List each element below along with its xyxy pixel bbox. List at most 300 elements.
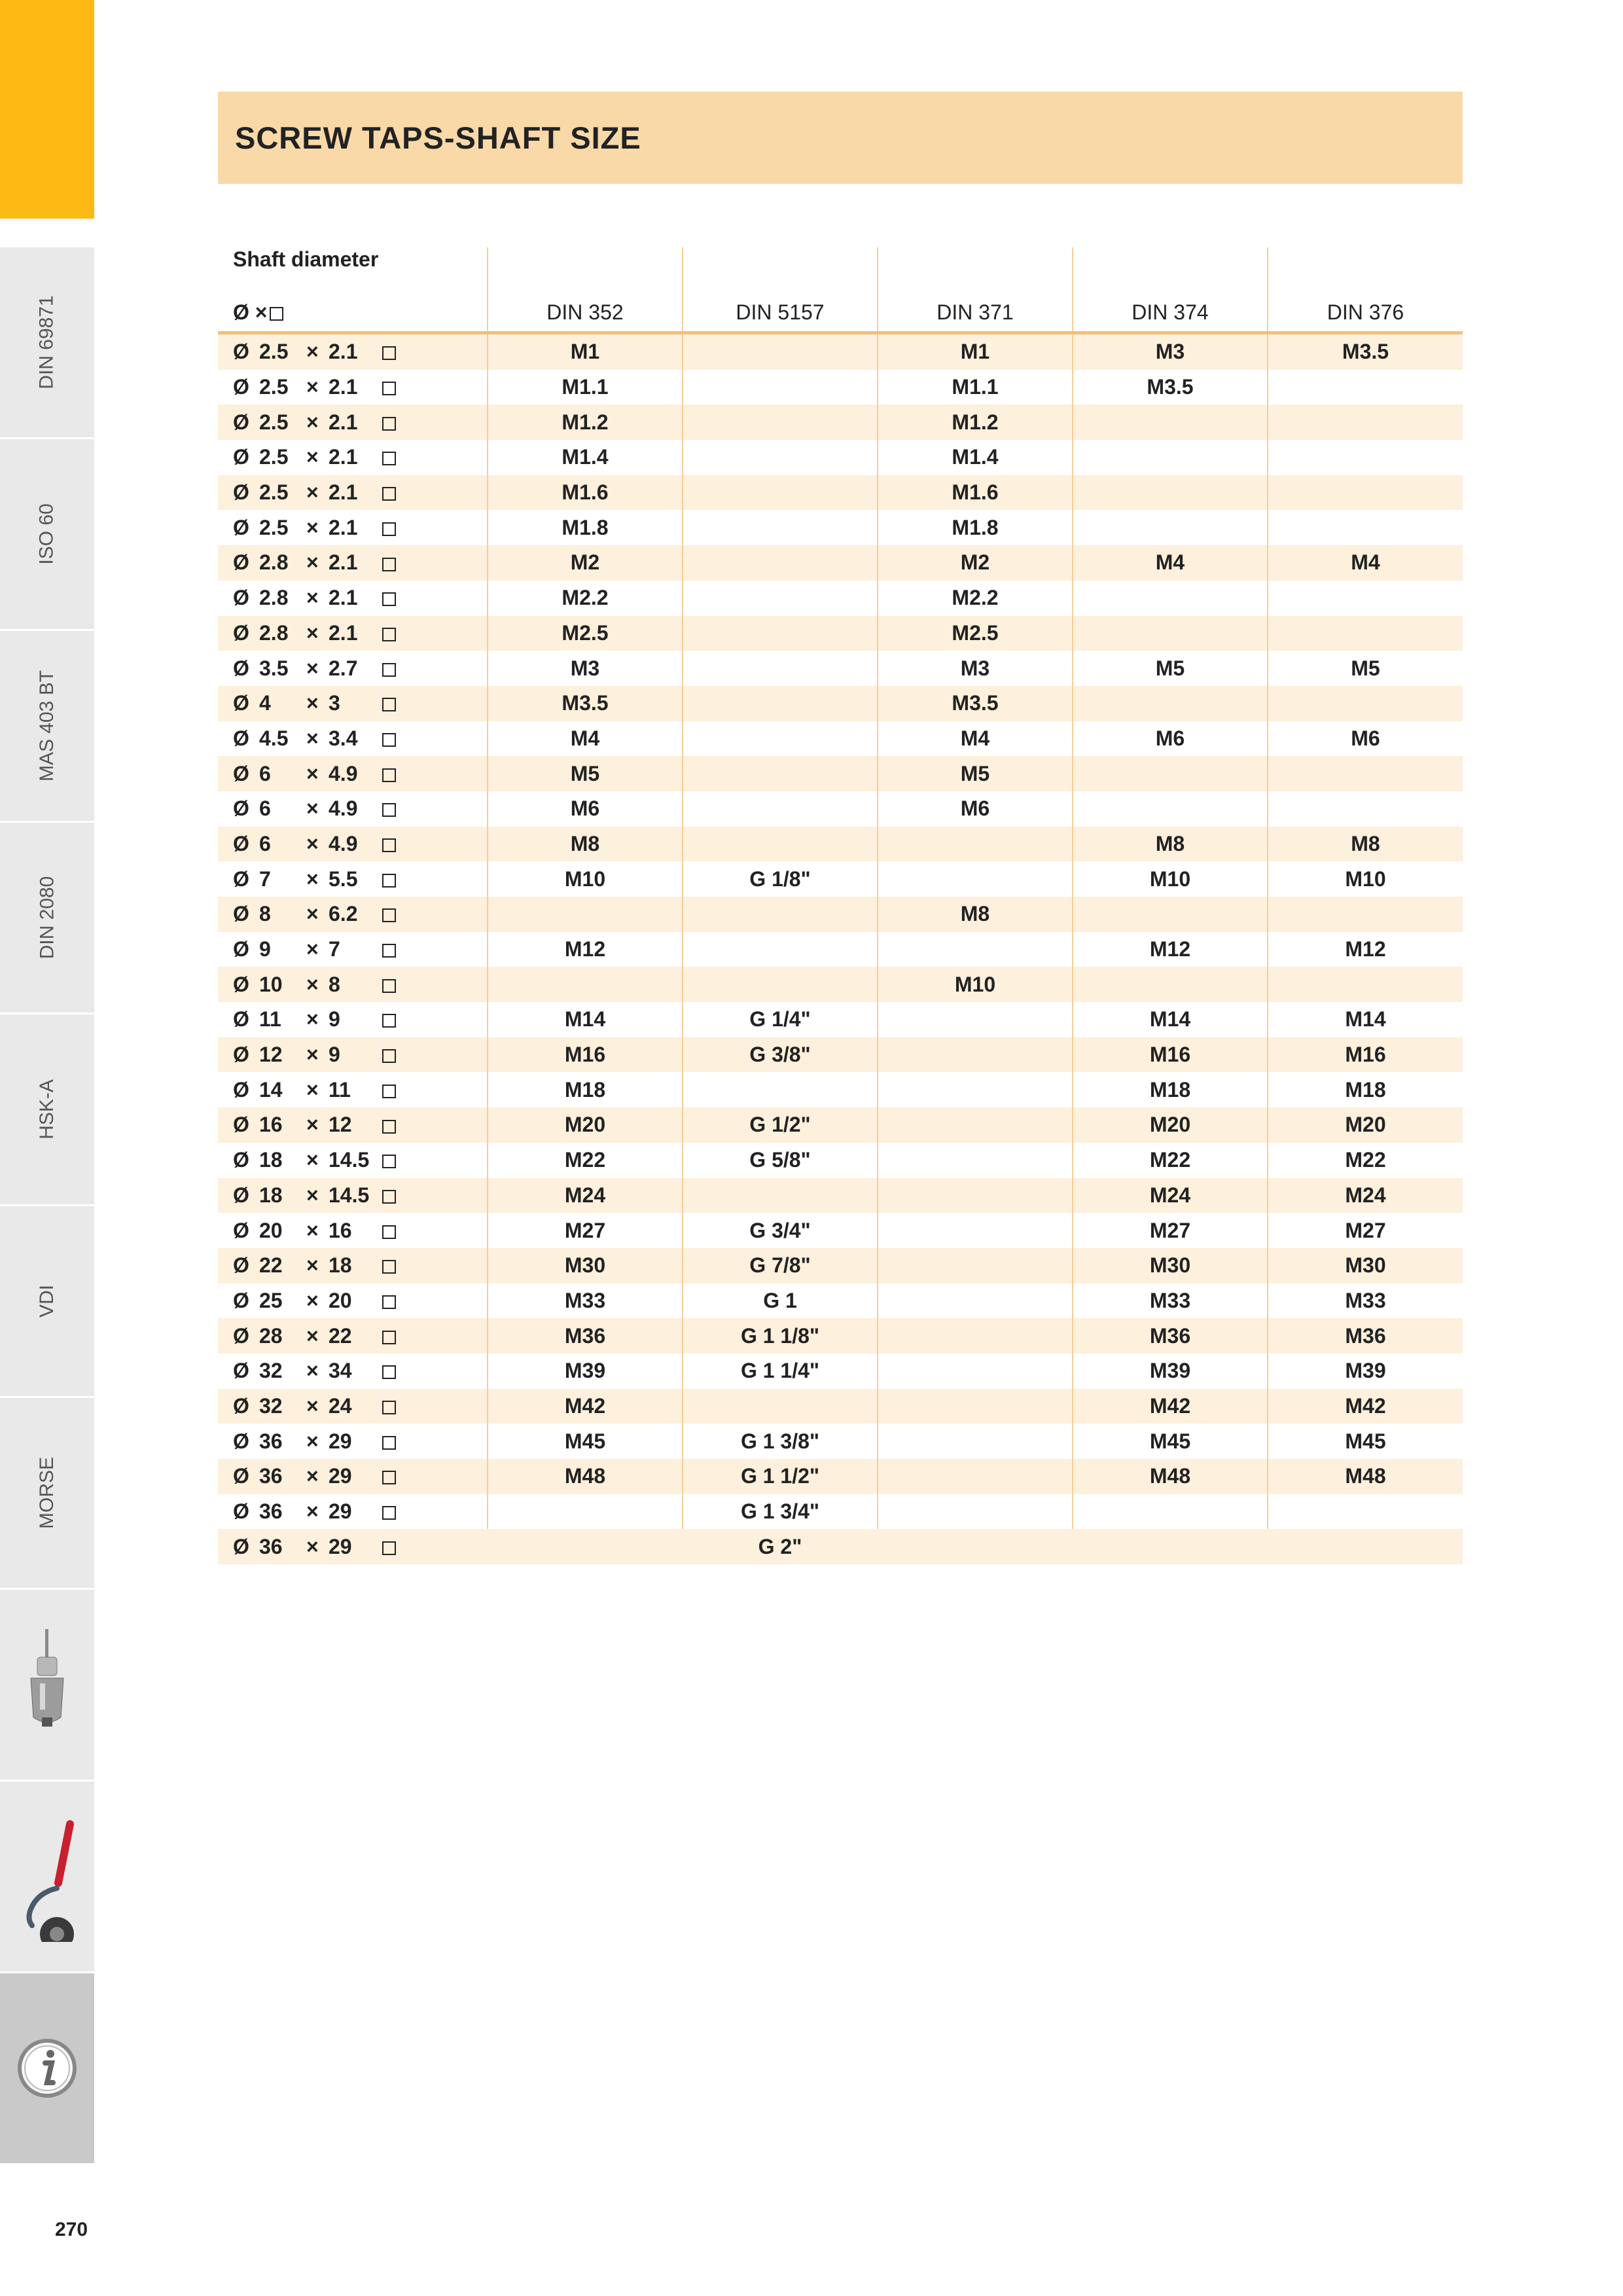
cell-din-371: M2.5 [878,616,1073,651]
cell-din-376: M6 [1268,721,1463,757]
cell-din-371: M1 [878,333,1073,370]
shaft-diameter-value: 7 [259,867,271,891]
cell-din-376: M8 [1268,827,1463,862]
cell-din-5157: G 1/8" [683,861,878,897]
header-shaft-diameter [218,247,488,333]
square-size-value: 2.1 [329,620,358,645]
cell-din-371: M3 [878,651,1073,686]
cell-din-5157 [683,581,878,616]
square-icon [382,1471,396,1484]
cell-din-376 [1268,404,1463,440]
cell-din-374 [1073,440,1268,475]
cell-din-352: M1.4 [488,440,683,475]
cell-din-376: M12 [1268,932,1463,967]
shaft-cell [218,475,488,511]
cell-din-376 [1268,510,1463,545]
cell-din-371 [878,1459,1073,1494]
cell-din-352: M14 [488,1002,683,1037]
shaft-diameter-value: 32 [259,1393,283,1418]
times-symbol: × [306,797,319,821]
cell-din-374 [1073,1529,1268,1564]
sidebar-tab-info-icon[interactable] [0,1973,94,2165]
times-symbol: × [306,937,319,961]
diameter-symbol: Ø [233,1253,249,1278]
cell-din-352: M42 [488,1389,683,1424]
diameter-symbol: Ø [233,797,249,821]
sidebar-tab-label: VDI [35,1284,58,1318]
shaft-cell [218,967,488,1002]
cell-din-5157 [683,791,878,827]
cell-din-376 [1268,616,1463,651]
cell-din-5157: G 3/4" [683,1213,878,1248]
diameter-symbol: Ø [233,1499,249,1524]
diameter-symbol: Ø [233,1218,249,1242]
square-size-value: 9 [329,1007,340,1031]
cell-din-352: M2 [488,545,683,581]
square-icon [382,628,396,641]
diameter-symbol: Ø [233,937,249,961]
cell-din-376: M42 [1268,1389,1463,1424]
cell-din-371 [878,1178,1073,1213]
cell-din-5157 [683,756,878,791]
cell-din-352 [488,1494,683,1530]
cell-din-371 [878,827,1073,862]
cell-din-371 [878,1389,1073,1424]
header-din-374: DIN 374 [1073,247,1268,333]
square-icon [382,1190,396,1204]
diameter-symbol: Ø [233,620,249,645]
table-row [218,581,1463,616]
shaft-diameter-value: 18 [259,1148,283,1172]
section-sidebar [0,0,94,2296]
table-row [218,1248,1463,1283]
square-icon [382,698,396,711]
shaft-cell [218,404,488,440]
square-size-value: 4.9 [329,797,358,821]
times-symbol: × [306,1359,319,1383]
square-size-value: 4.9 [329,761,358,785]
cell-din-374: M22 [1073,1143,1268,1178]
table-row [218,651,1463,686]
times-symbol: × [306,1148,319,1172]
cell-din-352 [488,967,683,1002]
table-row [218,475,1463,511]
cell-din-5157 [683,475,878,511]
times-symbol: × [306,972,319,996]
cell-din-5157 [683,1389,878,1424]
cell-din-374 [1073,791,1268,827]
shaft-diameter-value: 22 [259,1253,283,1278]
times-symbol: × [306,1288,319,1312]
cell-din-371 [878,861,1073,897]
square-icon [382,592,396,606]
cell-din-352: M24 [488,1178,683,1213]
shaft-cell [218,1354,488,1389]
shaft-diameter-value: 36 [259,1534,283,1558]
cell-din-376: M5 [1268,651,1463,686]
cell-din-376: M4 [1268,545,1463,581]
square-size-value: 2.1 [329,410,358,434]
square-icon [382,838,396,852]
shaft-cell [218,861,488,897]
square-size-value: 29 [329,1534,352,1558]
table-row [218,756,1463,791]
cell-din-5157 [683,370,878,405]
cell-din-5157 [683,827,878,862]
cell-din-376: M16 [1268,1037,1463,1073]
cell-din-376: M24 [1268,1178,1463,1213]
sidebar-tab-vdi[interactable] [0,1206,94,1398]
square-icon [382,663,396,677]
shaft-cell [218,1283,488,1319]
square-size-value: 14.5 [329,1183,370,1207]
sidebar-tab-drill-chuck-icon[interactable] [0,1590,94,1782]
table-row [218,1002,1463,1037]
shaft-cell [218,897,488,932]
shaft-diameter-value: 6 [259,831,271,855]
cell-din-352: M30 [488,1248,683,1283]
table-header-row [218,247,1463,333]
table-row [218,1283,1463,1319]
cell-din-374: M6 [1073,721,1268,757]
square-icon [382,874,396,888]
table-row [218,404,1463,440]
cell-din-371: M4 [878,721,1073,757]
times-symbol: × [306,1077,319,1102]
shaft-diameter-value: 25 [259,1288,283,1312]
shaft-cell [218,1494,488,1530]
times-symbol: × [306,902,319,926]
shaft-diameter-value: 8 [259,902,271,926]
cell-din-374: M39 [1073,1354,1268,1389]
shaft-cell [218,1178,488,1213]
cell-din-371: M1.2 [878,404,1073,440]
cell-din-371 [878,1494,1073,1530]
header-din-5157: DIN 5157 [683,247,878,333]
shaft-cell [218,932,488,967]
square-size-value: 7 [329,937,340,961]
cell-din-374: M16 [1073,1037,1268,1073]
cell-din-371: M8 [878,897,1073,932]
diameter-symbol: Ø [233,445,249,469]
drill-chuck-icon [11,1619,83,1750]
times-symbol: × [306,1183,319,1207]
diameter-symbol: Ø [233,726,249,750]
shaft-cell [218,545,488,581]
diameter-symbol: Ø [233,410,249,434]
sidebar-tab-label: DIN 2080 [36,876,58,960]
cell-din-374 [1073,404,1268,440]
table-body [218,333,1463,1565]
sidebar-tab-iso-60[interactable] [0,439,94,631]
cell-din-371 [878,1318,1073,1354]
diameter-symbol: Ø [233,1288,249,1312]
square-icon [382,346,396,360]
square-icon [382,1541,396,1555]
cell-din-376: M33 [1268,1283,1463,1319]
cell-din-374: M33 [1073,1283,1268,1319]
cell-din-374 [1073,475,1268,511]
sidebar-tab-hsk-a[interactable] [0,1014,94,1206]
table-row [218,1354,1463,1389]
cell-din-376: M36 [1268,1318,1463,1354]
shaft-diameter-value: 4.5 [259,726,289,750]
diameter-symbol: Ø [233,1359,249,1383]
cell-din-371 [878,1354,1073,1389]
cell-din-376: M30 [1268,1248,1463,1283]
cell-din-352: M1.1 [488,370,683,405]
header-din-352: DIN 352 [488,247,683,333]
cell-din-374: M30 [1073,1248,1268,1283]
cell-din-352: M22 [488,1143,683,1178]
shaft-cell [218,510,488,545]
cell-din-352: M33 [488,1283,683,1319]
table-row [218,1072,1463,1107]
cell-din-352: M1 [488,333,683,370]
diameter-symbol: Ø [233,867,249,891]
cell-din-5157: G 1 [683,1283,878,1319]
cell-din-5157 [683,545,878,581]
cell-din-374: M3 [1073,333,1268,370]
shaft-cell [218,1072,488,1107]
square-icon [382,1260,396,1274]
cell-din-374 [1073,581,1268,616]
cell-din-374 [1073,510,1268,545]
cell-din-352: M5 [488,756,683,791]
cell-din-376 [1268,475,1463,511]
cell-din-374: M5 [1073,651,1268,686]
cell-din-374: M24 [1073,1178,1268,1213]
cell-din-371: M2 [878,545,1073,581]
shaft-diameter-value: 36 [259,1429,283,1453]
diameter-symbol: Ø [233,480,249,505]
cell-din-352: M6 [488,791,683,827]
diameter-symbol: Ø [233,1007,249,1031]
cell-din-5157: G 1/4" [683,1002,878,1037]
sidebar-tab-label: ISO 60 [35,503,58,565]
cell-din-374 [1073,756,1268,791]
square-icon [382,768,396,782]
shaft-diameter-value: 2.8 [259,550,289,575]
cell-din-5157: G 1 1/2" [683,1459,878,1494]
table-row [218,721,1463,757]
square-icon [382,1436,396,1450]
shaft-cell [218,756,488,791]
diameter-symbol: Ø [233,902,249,926]
shaft-diameter-value: 36 [259,1464,283,1488]
table-row [218,1318,1463,1354]
diameter-symbol: Ø [233,1534,249,1558]
table-row [218,1037,1463,1073]
diameter-symbol: Ø [233,375,249,399]
cell-din-352: M2.5 [488,616,683,651]
shaft-diameter-value: 2.5 [259,480,289,505]
diameter-symbol: Ø [233,515,249,539]
info-icon [11,2003,83,2134]
shaft-diameter-value: 10 [259,972,283,996]
table-row [218,370,1463,405]
shaft-cell [218,1213,488,1248]
square-size-value: 2.1 [329,375,358,399]
times-symbol: × [306,375,319,399]
square-icon [382,522,396,536]
cell-din-376 [1268,370,1463,405]
cell-din-371 [878,1529,1073,1564]
sidebar-tab-label: HSK-A [36,1079,58,1139]
square-size-value: 18 [329,1253,352,1278]
cell-din-371 [878,1283,1073,1319]
title-banner [218,92,1463,184]
shaft-cell [218,721,488,757]
cell-din-371 [878,1143,1073,1178]
cell-din-374: M4 [1073,545,1268,581]
square-size-value: 2.1 [329,445,358,469]
diameter-symbol: Ø [233,586,249,610]
cell-din-5157: G 5/8" [683,1143,878,1178]
times-symbol: × [306,1393,319,1418]
shaft-diameter-value: 18 [259,1183,283,1207]
table-row [218,932,1463,967]
times-symbol: × [306,410,319,434]
times-symbol: × [306,1323,319,1348]
square-size-value: 9 [329,1043,340,1067]
shaft-cell [218,1107,488,1143]
square-size-value: 3 [329,691,340,715]
diameter-symbol: Ø [233,1148,249,1172]
table-row [218,1424,1463,1459]
cell-din-5157 [683,616,878,651]
cell-din-371: M1.4 [878,440,1073,475]
shaft-size-table [218,247,1463,1564]
diameter-symbol: Ø [233,831,249,855]
diameter-symbol: Ø [233,972,249,996]
cell-din-374: M14 [1073,1002,1268,1037]
shaft-cell [218,1037,488,1073]
cell-din-374: M10 [1073,861,1268,897]
times-symbol: × [306,1007,319,1031]
cell-din-371 [878,1248,1073,1283]
square-size-value: 4.9 [329,831,358,855]
times-symbol: × [306,691,319,715]
sidebar-tab-din-2080[interactable] [0,823,94,1014]
header-din-371: DIN 371 [878,247,1073,333]
shaft-diameter-value: 4 [259,691,271,715]
cell-din-352: M3 [488,651,683,686]
cell-din-371 [878,1213,1073,1248]
cell-din-352: M36 [488,1318,683,1354]
square-size-value: 5.5 [329,867,358,891]
table-row [218,791,1463,827]
cell-din-5157: G 1 1/4" [683,1354,878,1389]
accent-tab [0,0,94,219]
cell-din-371: M10 [878,967,1073,1002]
shaft-cell [218,440,488,475]
cell-din-374: M45 [1073,1424,1268,1459]
shaft-diameter-value: 11 [259,1007,281,1031]
cell-din-371 [878,932,1073,967]
table-row [218,1529,1463,1564]
cell-din-376: M10 [1268,861,1463,897]
cell-din-5157 [683,404,878,440]
cell-din-352: M18 [488,1072,683,1107]
times-symbol: × [306,656,319,680]
sidebar-tab-spanner-nut-icon[interactable] [0,1782,94,1973]
sidebar-tab-label: MAS 403 BT [36,670,58,782]
square-size-value: 11 [329,1077,351,1102]
cell-din-374: M20 [1073,1107,1268,1143]
shaft-diameter-value: 32 [259,1359,283,1383]
times-symbol: × [306,761,319,785]
shaft-diameter-value: 2.8 [259,620,289,645]
cell-din-352: M39 [488,1354,683,1389]
shaft-cell [218,1143,488,1178]
diameter-symbol: Ø [233,1429,249,1453]
cell-din-374 [1073,616,1268,651]
square-icon [382,1506,396,1520]
cell-din-376 [1268,756,1463,791]
cell-din-371 [878,1037,1073,1073]
shaft-diameter-value: 6 [259,761,271,785]
square-icon [382,979,396,993]
spanner-nut-icon [11,1811,83,1942]
table-row [218,1389,1463,1424]
cell-din-5157 [683,897,878,932]
shaft-diameter-value: 2.8 [259,586,289,610]
shaft-cell [218,791,488,827]
square-size-value: 2.1 [329,550,358,575]
shaft-cell [218,333,488,370]
square-size-value: 8 [329,972,340,996]
square-icon [270,307,283,321]
cell-din-352: M1.6 [488,475,683,511]
square-icon [382,1295,396,1309]
shaft-cell [218,616,488,651]
cell-din-376 [1268,440,1463,475]
cell-din-376: M39 [1268,1354,1463,1389]
table-row [218,510,1463,545]
cell-din-352: M48 [488,1459,683,1494]
table-row [218,545,1463,581]
shaft-cell [218,1529,488,1564]
shaft-cell [218,370,488,405]
table-row [218,616,1463,651]
page-title: SCREW TAPS-SHAFT SIZE [235,120,641,155]
cell-din-352: M20 [488,1107,683,1143]
times-symbol: × [306,515,319,539]
times-symbol: × [306,726,319,750]
times-symbol: × [306,1218,319,1242]
sidebar-tab-din-69871[interactable] [0,247,94,439]
times-symbol: × [306,586,319,610]
square-icon [382,452,396,465]
cell-din-5157: G 2" [683,1529,878,1564]
cell-din-376 [1268,897,1463,932]
square-icon [382,944,396,958]
sidebar-tab-morse[interactable] [0,1398,94,1590]
cell-din-371: M1.8 [878,510,1073,545]
shaft-diameter-value: 9 [259,937,271,961]
diameter-symbol: Ø [233,761,249,785]
cell-din-352 [488,897,683,932]
header-din-376: DIN 376 [1268,247,1463,333]
cell-din-376: M27 [1268,1213,1463,1248]
cell-din-5157 [683,510,878,545]
diameter-symbol: Ø [233,550,249,575]
cell-din-374: M42 [1073,1389,1268,1424]
shaft-cell [218,1459,488,1494]
cell-din-5157 [683,721,878,757]
sidebar-tab-mas-403-bt[interactable] [0,631,94,823]
